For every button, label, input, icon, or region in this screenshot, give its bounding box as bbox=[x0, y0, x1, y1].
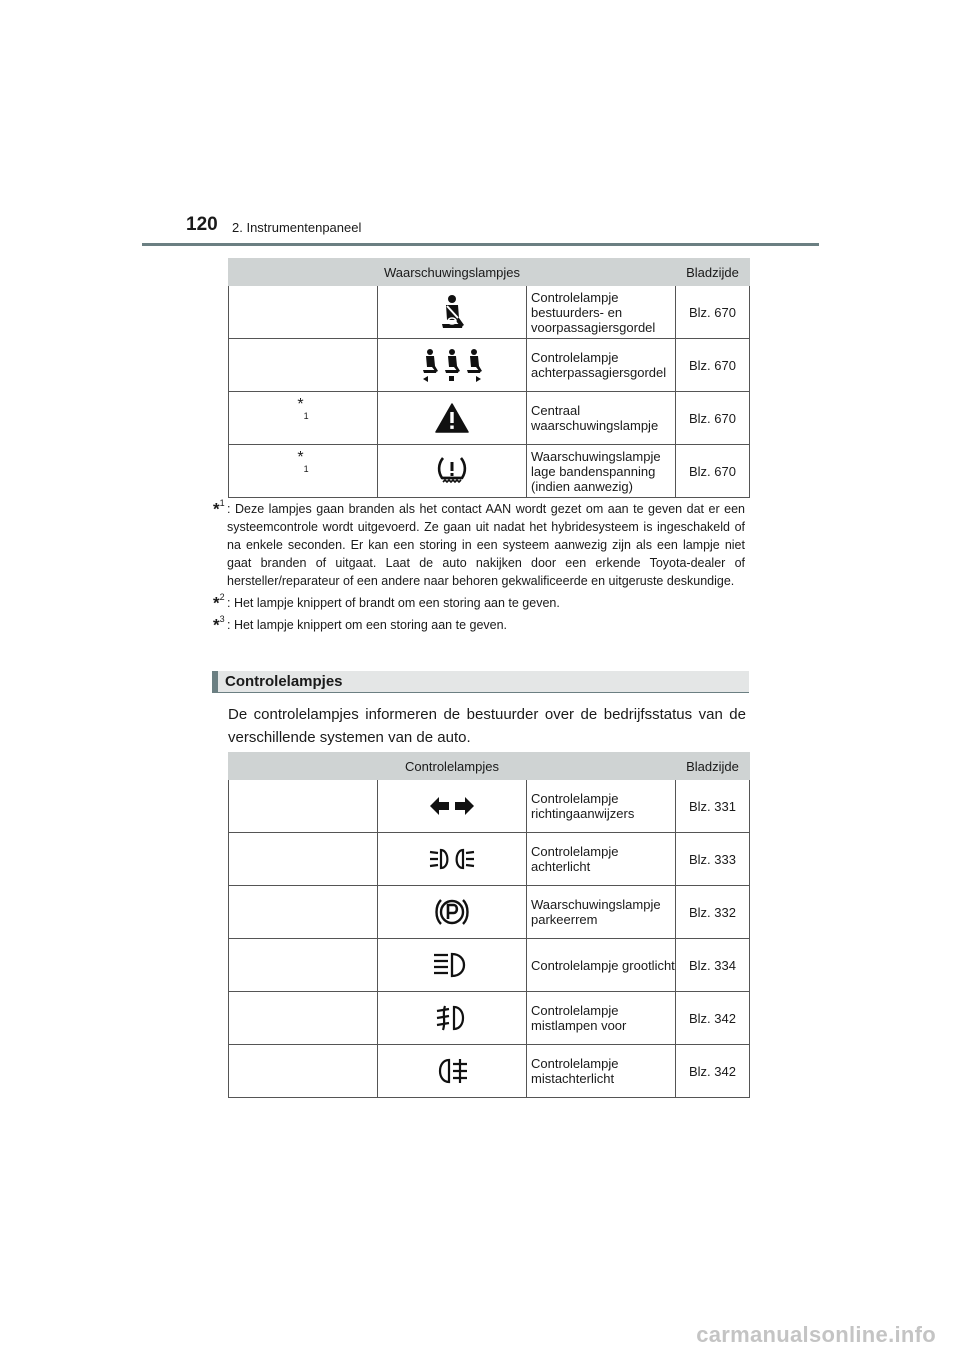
table-row bbox=[229, 992, 750, 1045]
table-row bbox=[229, 392, 750, 445]
front-fog-icon bbox=[435, 1004, 469, 1032]
footnote-mark-cell bbox=[229, 939, 378, 992]
footnote bbox=[213, 616, 745, 634]
footnote-marker: *$^3$ bbox=[213, 614, 225, 635]
indicator-lamps-table bbox=[228, 752, 750, 1098]
turn-signal-icon bbox=[429, 796, 475, 816]
footnote-marker: $*_1$ bbox=[297, 396, 309, 422]
footnote-text: : Het lampje knippert of brandt om een storing aan te geven. bbox=[227, 596, 560, 610]
table-header-row bbox=[229, 753, 750, 780]
page-reference: Blz. 670 bbox=[676, 445, 750, 498]
page-number: 120 bbox=[186, 214, 218, 235]
table-row bbox=[229, 780, 750, 833]
table-row bbox=[229, 339, 750, 392]
section-intro: De controlelampjes informeren de bestuurder over de bedrijfsstatus van de verschillende systemen van de auto. bbox=[228, 706, 746, 746]
tire-pressure-icon bbox=[436, 455, 468, 487]
footnote-mark-cell bbox=[229, 780, 378, 833]
icon-cell bbox=[378, 939, 527, 992]
icon-cell bbox=[378, 392, 527, 445]
icon-cell bbox=[378, 445, 527, 498]
footnote-mark-cell bbox=[229, 833, 378, 886]
column-header-lamps: Waarschuwingslampjes bbox=[229, 259, 676, 286]
icon-cell bbox=[378, 992, 527, 1045]
footnote bbox=[213, 500, 745, 590]
footnote-text: : Het lampje knippert om een storing aan te geven. bbox=[227, 618, 508, 632]
icon-cell bbox=[378, 1045, 527, 1098]
footnote-text: : Deze lampjes gaan branden als het contact AAN wordt gezet om aan te geven dat er een systeemcontrole wordt uitgevoerd. Ze gaan uit nadat het hybridesysteem is ingeschakeld of na enkele seconden. Er kan een storing in een systeem aanwezig zijn als een lampje niet gaat branden of uitgaat. Laat de auto nakijken door een erkende Toyota-dealer of hersteller/reparateur of een andere naar behoren gekwalificeerde en uitgeruste deskundige. bbox=[227, 502, 745, 588]
seatbelt-rear-icon bbox=[420, 348, 484, 382]
lamp-description: Controlelampje mistachterlicht bbox=[527, 1045, 676, 1098]
header-rule bbox=[142, 243, 819, 246]
footnote-mark-cell bbox=[229, 886, 378, 939]
seatbelt-front-icon bbox=[437, 294, 467, 330]
lamp-description: Controlelampje grootlicht bbox=[527, 939, 676, 992]
footnote-mark-cell bbox=[229, 992, 378, 1045]
page-reference: Blz. 333 bbox=[676, 833, 750, 886]
table-row bbox=[229, 886, 750, 939]
page-reference: Blz. 334 bbox=[676, 939, 750, 992]
master-warning-icon bbox=[435, 403, 469, 433]
tail-light-icon bbox=[428, 847, 476, 871]
rear-fog-icon bbox=[435, 1057, 469, 1085]
table-header-row bbox=[229, 259, 750, 286]
footnote-marker: $*_1$ bbox=[297, 449, 309, 475]
section-heading-accent bbox=[212, 671, 218, 693]
lamp-description: Controlelampje bestuurders- en voorpassagiersgordel bbox=[527, 286, 676, 339]
page-reference: Blz. 670 bbox=[676, 286, 750, 339]
footnote-mark-cell bbox=[229, 286, 378, 339]
high-beam-icon bbox=[432, 952, 472, 978]
footnote-marker: *$^1$ bbox=[213, 498, 225, 519]
column-header-page: Bladzijde bbox=[676, 753, 750, 780]
table-row bbox=[229, 939, 750, 992]
icon-cell bbox=[378, 339, 527, 392]
lamp-description: Waarschuwingslampje parkeerrem bbox=[527, 886, 676, 939]
lamp-description: Controlelampje mistlampen voor bbox=[527, 992, 676, 1045]
parking-brake-icon bbox=[434, 897, 470, 927]
footnote-marker: *$^2$ bbox=[213, 592, 225, 613]
table-row bbox=[229, 445, 750, 498]
icon-cell bbox=[378, 886, 527, 939]
page-reference: Blz. 331 bbox=[676, 780, 750, 833]
running-title: 2. Instrumentenpaneel bbox=[232, 220, 362, 235]
watermark: carmanualsonline.info bbox=[696, 1322, 936, 1347]
page-reference: Blz. 342 bbox=[676, 992, 750, 1045]
lamp-description: Waarschuwingslampje lage bandenspanning (indien aanwezig) bbox=[527, 445, 676, 498]
footnotes bbox=[213, 500, 745, 638]
lamp-description: Centraal waarschuwingslampje bbox=[527, 392, 676, 445]
footnote-mark-cell bbox=[229, 339, 378, 392]
section-heading bbox=[212, 671, 749, 693]
section-rule bbox=[212, 692, 749, 693]
footnote-mark-cell bbox=[229, 392, 378, 445]
icon-cell bbox=[378, 833, 527, 886]
page-reference: Blz. 332 bbox=[676, 886, 750, 939]
icon-cell bbox=[378, 286, 527, 339]
table-row bbox=[229, 833, 750, 886]
lamp-description: Controlelampje achterlicht bbox=[527, 833, 676, 886]
section-title: Controlelampjes bbox=[225, 673, 343, 690]
page-reference: Blz. 670 bbox=[676, 392, 750, 445]
warning-lamps-table bbox=[228, 258, 750, 498]
lamp-description: Controlelampje richtingaanwijzers bbox=[527, 780, 676, 833]
column-header-lamps: Controlelampjes bbox=[229, 753, 676, 780]
footnote-mark-cell bbox=[229, 1045, 378, 1098]
column-header-page: Bladzijde bbox=[676, 259, 750, 286]
footnote bbox=[213, 594, 745, 612]
table-row bbox=[229, 286, 750, 339]
page-reference: Blz. 670 bbox=[676, 339, 750, 392]
lamp-description: Controlelampje achterpassagiersgordel bbox=[527, 339, 676, 392]
table-row bbox=[229, 1045, 750, 1098]
icon-cell bbox=[378, 780, 527, 833]
page-reference: Blz. 342 bbox=[676, 1045, 750, 1098]
footnote-mark-cell bbox=[229, 445, 378, 498]
